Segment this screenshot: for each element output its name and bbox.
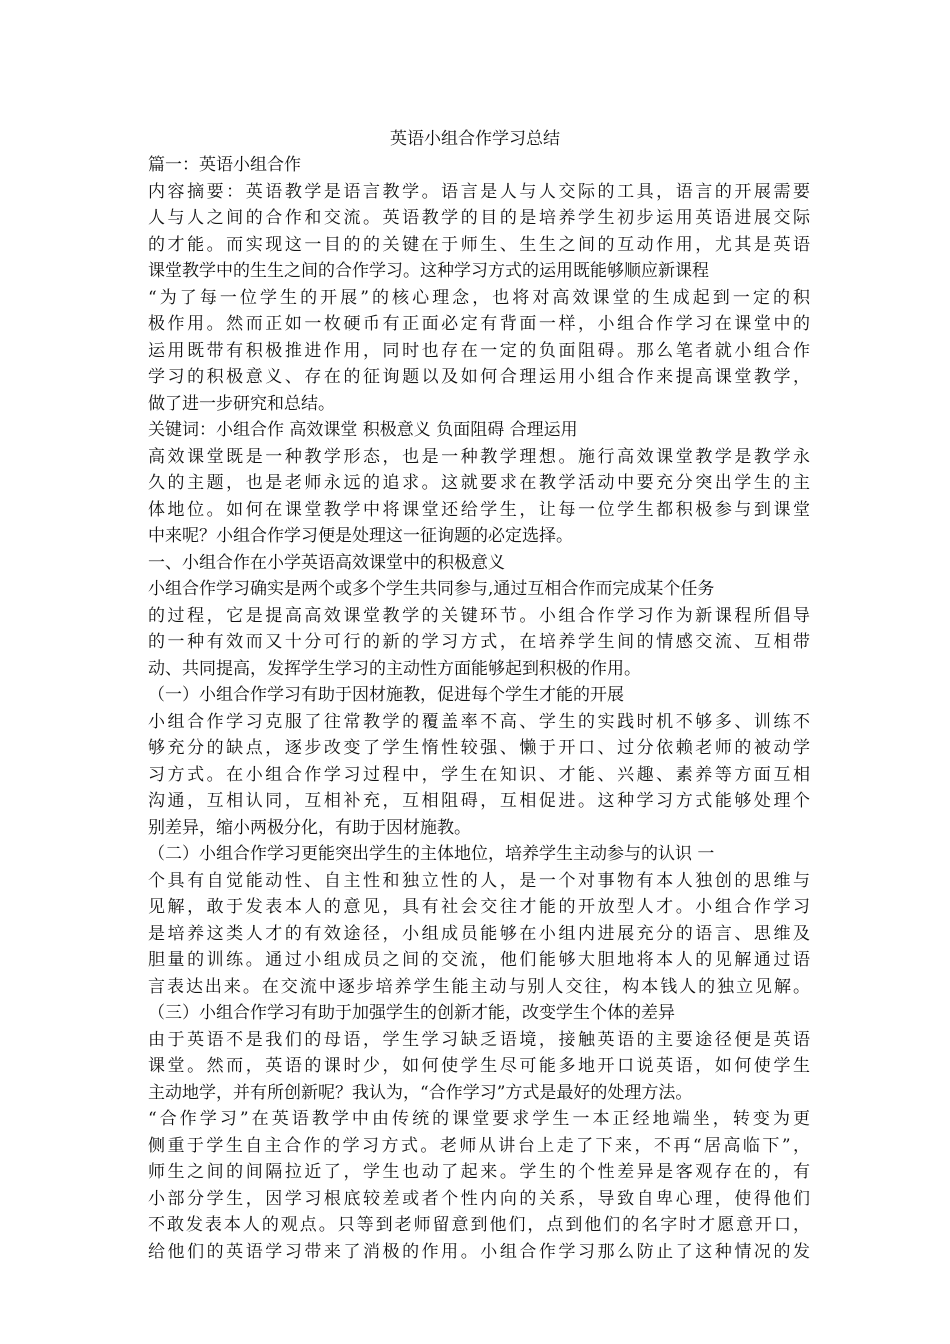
text-line: 篇一：英语小组合作 (148, 155, 301, 175)
text-line: 一、小组合作在小学英语高效课堂中的积极意义 (148, 552, 505, 573)
text-line: 习方式。在小组合作学习过程中，学生在知识、才能、兴趣、素养等方面互相 (148, 764, 810, 785)
text-line: （二）小组合作学习更能突出学生的主体地位，培养学生主动参与的认识 一 (148, 844, 715, 864)
document-title: 英语小组合作学习总结 (390, 129, 560, 149)
text-line: 小组合作学习确实是两个或多个学生共同参与,通过互相合作而完成某个任务 (148, 579, 715, 599)
text-line: 的一种有效而又十分可行的新的学习方式，在培养学生间的情感交流、互相带 (148, 632, 810, 652)
text-line: 课堂教学中的生生之间的合作学习。这种学习方式的运用既能够顺应新课程 (148, 261, 709, 281)
text-line: 给他们的英语学习带来了消极的作用。小组合作学习那么防止了这种情况的发 (148, 1241, 810, 1262)
text-line: 久的主题，也是老师永远的追求。这就要求在教学活动中要充分突出学生的主 (148, 473, 810, 493)
text-line: 运用既带有积极推进作用，同时也存在一定的负面阻碍。那么笔者就小组合作 (148, 340, 810, 361)
text-line: （一）小组合作学习有助于因材施教，促进每个学生才能的开展 (148, 685, 624, 705)
text-line: 师生之间的间隔拉近了，学生也动了起来。学生的个性差异是客观存在的，有 (148, 1162, 810, 1182)
text-line: 别差异，缩小两极分化，有助于因材施教。 (148, 817, 471, 838)
text-line: 高效课堂既是一种教学形态，也是一种教学理想。施行高效课堂教学是教学永 (148, 446, 810, 467)
text-line: 内容摘要：英语教学是语言教学。语言是人与人交际的工具，语言的开展需要 (148, 181, 810, 202)
text-line: 言表达出来。在交流中逐步培养学生能主动与别人交往，构本钱人的独立见解。 (148, 976, 810, 997)
text-line: 够充分的缺点，逐步改变了学生惰性较强、懒于开口、过分依赖老师的被动学 (148, 738, 810, 758)
text-line: 的过程，它是提高高效课堂教学的关键环节。小组合作学习作为新课程所倡导 (148, 605, 810, 626)
text-line: 动、共同提高，发挥学生学习的主动性方面能够起到积极的作用。 (148, 658, 641, 679)
text-line: 见解，敢于发表本人的意见，具有社会交往才能的开放型人才。小组合作学习 (148, 897, 810, 917)
text-line: 主动地学，并有所创新呢？我认为，“合作学习”方式是最好的处理方法。 (148, 1082, 693, 1103)
text-line: 是培养这类人才的有效途径，小组成员能够在小组内进展充分的语言、思维及 (148, 923, 810, 944)
text-line: 极作用。然而正如一枚硬币有正面必定有背面一样，小组合作学习在课堂中的 (148, 314, 810, 334)
document-body (148, 152, 810, 1265)
text-line: 由于英语不是我们的母语，学生学习缺乏语境，接触英语的主要途径便是英语 (148, 1029, 810, 1050)
text-line: 沟通，互相认同，互相补充，互相阻碍，互相促进。这种学习方式能够处理个 (148, 791, 810, 811)
text-line: 学习的积极意义、存在的征询题以及如何合理运用小组合作来提高课堂教学， (148, 367, 810, 387)
text-line: 中来呢？小组合作学习便是处理这一征询题的必定选择。 (148, 526, 573, 546)
text-line: 课堂。然而，英语的课时少，如何使学生尽可能多地开口说英语，如何使学生 (148, 1056, 810, 1076)
text-line: 做了进一步研究和总结。 (148, 393, 335, 414)
text-line: 个具有自觉能动性、自主性和独立性的人，是一个对事物有本人独创的思维与 (148, 870, 810, 891)
text-line: 不敢发表本人的观点。只等到老师留意到他们，点到他们的名字时才愿意开口， (148, 1215, 810, 1235)
text-line: 胆量的训练。通过小组成员之间的交流，他们能够大胆地将本人的见解通过语 (148, 950, 810, 970)
text-line: “为了每一位学生的开展”的核心理念，也将对高效课堂的生成起到一定的积 (148, 287, 810, 308)
text-line: 体地位。如何在课堂教学中将课堂还给学生，让每一位学生都积极参与到课堂 (148, 499, 810, 520)
text-line: 小部分学生，因学习根底较差或者个性内向的关系，导致自卑心理，使得他们 (148, 1188, 810, 1209)
text-line: 人与人之间的合作和交流。英语教学的目的是培养学生初步运用英语进展交际 (148, 208, 810, 228)
text-line: 侧重于学生自主合作的学习方式。老师从讲台上走了下来，不再“居高临下”， (148, 1135, 810, 1156)
text-line: 小组合作学习克服了往常教学的覆盖率不高、学生的实践时机不够多、训练不 (148, 711, 810, 732)
text-line: “合作学习”在英语教学中由传统的课堂要求学生一本正经地端坐，转变为更 (148, 1109, 810, 1129)
text-line: 的才能。而实现这一目的的关键在于师生、生生之间的互动作用，尤其是英语 (148, 234, 810, 255)
text-line: 关键词：小组合作 高效课堂 积极意义 负面阻碍 合理运用 (148, 420, 578, 440)
text-line: （三）小组合作学习有助于加强学生的创新才能，改变学生个体的差异 (148, 1003, 675, 1023)
